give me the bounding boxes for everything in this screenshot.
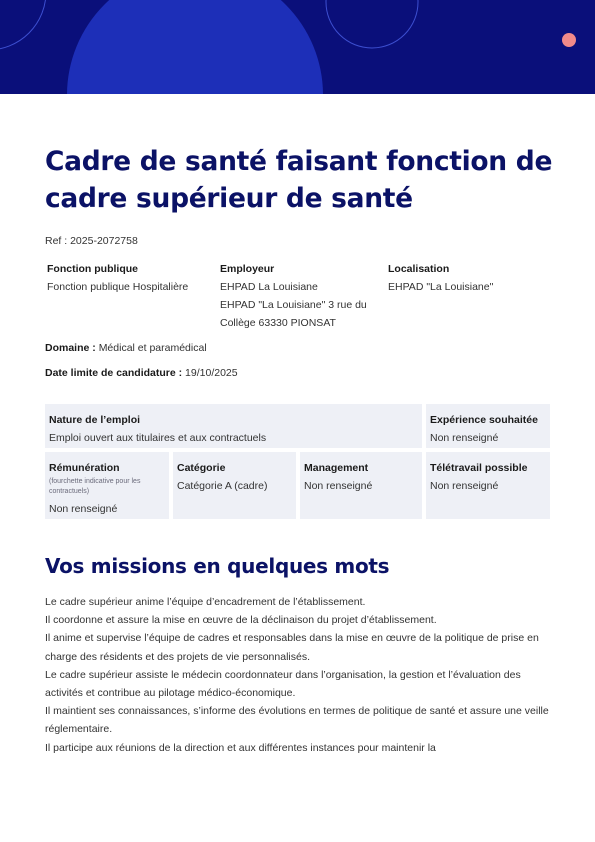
domaine-line	[45, 342, 207, 354]
banner-circle-outline-right	[326, 0, 418, 48]
fonction-publique-label: Fonction publique	[47, 263, 138, 275]
banner-decoration	[0, 0, 595, 94]
missions-line: Il participe aux réunions de la direction et aux différentes instances pour maintenir la	[45, 741, 436, 754]
experience-value: Non renseigné	[430, 432, 499, 444]
categorie-label: Catégorie	[177, 462, 226, 474]
missions-heading: Vos missions en quelques mots	[45, 554, 390, 578]
employeur-name: EHPAD La Louisiane	[220, 281, 318, 293]
employeur-label: Employeur	[220, 263, 275, 275]
experience-label: Expérience souhaitée	[430, 414, 538, 426]
reference-number: Ref : 2025-2072758	[45, 235, 138, 247]
missions-line: Le cadre supérieur anime l’équipe d’encadrement de l’établissement.	[45, 596, 366, 608]
missions-line: Il anime et supervise l’équipe de cadres et responsables dans la mise en œuvre de la politique de prise en charge des résidents et des projets de vie personnalisés.	[45, 632, 539, 663]
nature-emploi-cell	[45, 404, 422, 448]
fonction-publique-value: Fonction publique Hospitalière	[47, 281, 189, 293]
localisation-value: EHPAD "La Louisiane"	[388, 281, 494, 293]
header-banner	[0, 0, 595, 94]
employeur-address: EHPAD "La Louisiane" 3 rue du Collège 63330 PIONSAT	[220, 299, 367, 329]
fonction-publique-block	[47, 260, 197, 296]
localisation-label: Localisation	[388, 263, 450, 275]
management-cell	[300, 452, 422, 519]
banner-dot	[562, 33, 576, 47]
remuneration-cell	[45, 452, 169, 519]
nature-emploi-label: Nature de l’emploi	[49, 414, 141, 426]
teletravail-label: Télétravail possible	[430, 462, 528, 474]
domaine-value: Médical et paramédical	[98, 342, 207, 354]
remuneration-value: Non renseigné	[49, 503, 118, 515]
management-value: Non renseigné	[304, 480, 373, 492]
teletravail-cell	[426, 452, 550, 519]
experience-cell	[426, 404, 550, 448]
categorie-value: Catégorie A (cadre)	[177, 480, 268, 492]
job-title: Cadre de santé faisant fonction de cadre supérieur de santé	[45, 146, 553, 214]
localisation-block	[388, 260, 548, 296]
remuneration-label: Rémunération	[49, 462, 120, 474]
date-limite-line	[45, 367, 238, 379]
employeur-block	[220, 260, 370, 332]
categorie-cell	[173, 452, 296, 519]
missions-text	[45, 593, 555, 757]
banner-circle-outline-left	[0, 0, 46, 50]
date-limite-value: 19/10/2025	[185, 367, 238, 379]
management-label: Management	[304, 462, 369, 474]
missions-line: Il coordonne et assure la mise en œuvre de la déclinaison du projet d’établissement.	[45, 614, 437, 627]
banner-circle-large	[67, 0, 323, 94]
remuneration-note: (fourchette indicative pour les contractuels)	[49, 478, 141, 495]
missions-line: Il maintient ses connaissances, s’informe des évolutions en termes de politique de santé et assure une veille réglementaire.	[45, 705, 549, 736]
teletravail-value: Non renseigné	[430, 480, 499, 492]
missions-line: Le cadre supérieur assiste le médecin coordonnateur dans l’organisation, la gestion et l’évaluation des activités et contribue au pilotage médico-économique.	[45, 668, 521, 700]
nature-emploi-value: Emploi ouvert aux titulaires et aux contractuels	[49, 432, 267, 444]
date-limite-label: Date limite de candidature :	[45, 367, 183, 379]
domaine-label: Domaine :	[45, 342, 96, 354]
